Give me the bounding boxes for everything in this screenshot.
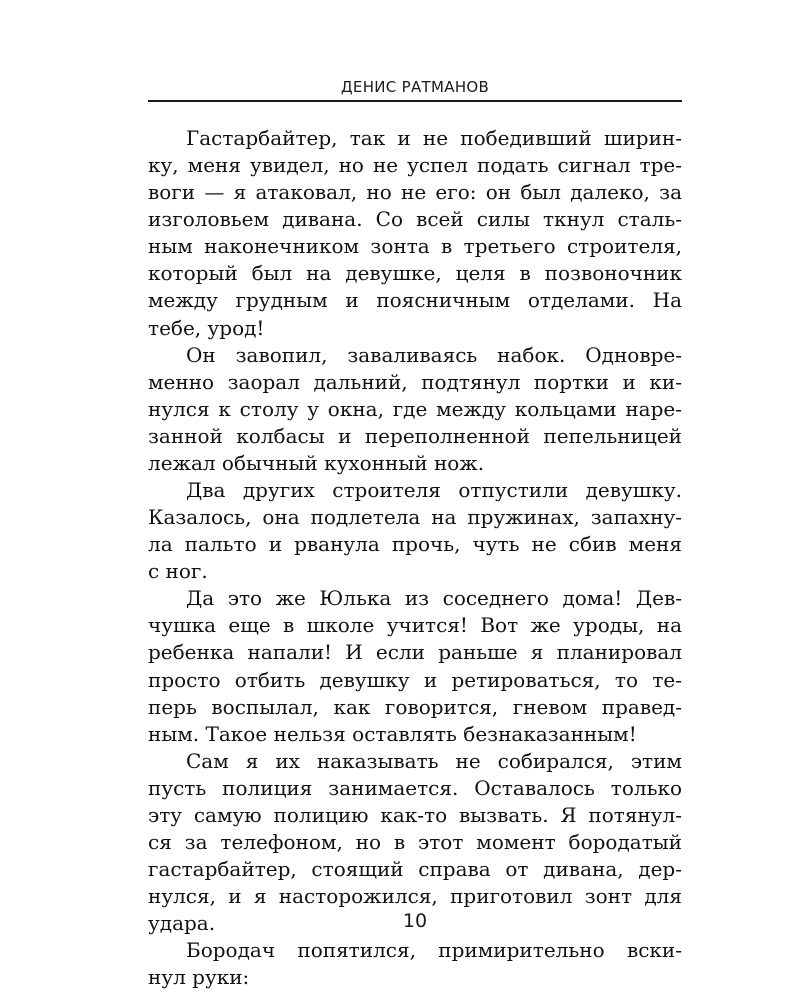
text-line: ся за телефоном, но в этот момент бородатый xyxy=(148,830,682,855)
text-line: Сам я их наказывать не собирался, этим xyxy=(186,748,682,773)
running-head: ДЕНИС РАТМАНОВ xyxy=(340,78,490,96)
text-line: ла пальто и рванула прочь, чуть не сбив меня xyxy=(148,532,682,557)
text-line: ным наконечником зонта в третьего строителя, xyxy=(148,234,682,259)
text-line: Да это же Юлька из соседнего дома! Дев- xyxy=(186,586,682,611)
text-line: чушка еще в школе учится! Вот же уроды, на xyxy=(148,613,682,638)
text-line: ку, меня увидел, но не успел подать сигнал тре- xyxy=(148,153,682,178)
text-line: который был на девушке, целя в позвоночник xyxy=(148,261,682,286)
text-line: нулся, и я насторожился, приготовил зонт для xyxy=(148,884,682,909)
page-number: 10 xyxy=(402,910,428,932)
text-line: перь воспылал, как говорится, гневом правед- xyxy=(148,694,682,719)
text-line: менно заорал дальний, подтянул портки и ки- xyxy=(148,369,682,394)
text-line: ным. Такое нельзя оставлять безнаказанным! xyxy=(148,721,637,746)
text-line: тебе, урод! xyxy=(148,315,265,340)
text-line: нулся к столу у окна, где между кольцами наре- xyxy=(148,396,682,421)
text-line: Казалось, она подлетела на пружинах, запахну- xyxy=(148,505,682,530)
text-line: лежал обычный кухонный нож. xyxy=(148,450,485,475)
text-line: между грудным и поясничным отделами. На xyxy=(148,288,682,313)
text-line: изголовьем дивана. Со всей силы ткнул сталь- xyxy=(148,207,682,232)
text-line: Гастарбайтер, так и не победивший ширин- xyxy=(186,126,682,150)
text-line: занной колбасы и переполненной пепельницей xyxy=(148,423,682,448)
text-line: Бородач попятился, примирительно вски- xyxy=(186,938,682,963)
text-line: с ног. xyxy=(148,559,208,584)
text-line: ребенка напали! И если раньше я планировал xyxy=(148,640,682,665)
body-text xyxy=(148,125,682,992)
text-line: Два других строителя отпустили девушку. xyxy=(186,478,682,503)
text-line: нул руки: xyxy=(148,965,250,990)
text-line: Он завопил, заваливаясь набок. Одновре- xyxy=(186,342,682,367)
text-line: гастарбайтер, стоящий справа от дивана, дер- xyxy=(148,857,682,882)
header-rule xyxy=(148,100,682,102)
text-line: удара. xyxy=(148,911,216,936)
text-line: просто отбить девушку и ретироваться, то те- xyxy=(148,667,682,692)
text-line: эту самую полицию как-то вызвать. Я потянул- xyxy=(148,802,682,827)
text-line: воги — я атаковал, но не его: он был далеко, за xyxy=(148,180,682,205)
text-line: пусть полиция занимается. Оставалось только xyxy=(148,775,682,800)
